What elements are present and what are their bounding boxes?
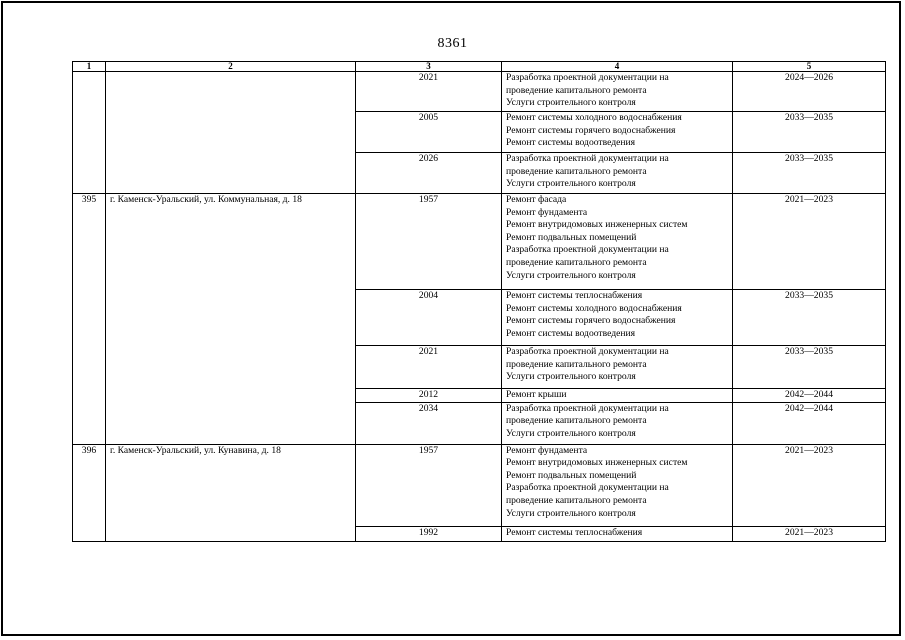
row-number-cell xyxy=(73,72,106,194)
works-cell xyxy=(502,112,733,153)
table-header xyxy=(73,62,886,72)
year-cell: 2005 xyxy=(356,112,502,153)
work-item: Ремонт системы холодного водоснабжения xyxy=(506,302,682,314)
work-item: Ремонт внутридомовых инженерных систем xyxy=(506,219,688,231)
works-cell xyxy=(502,194,733,290)
period-cell: 2042—2044 xyxy=(733,402,886,444)
period-cell: 2021—2023 xyxy=(733,444,886,526)
year-cell: 2004 xyxy=(356,290,502,346)
address-cell: г. Каменск-Уральский, ул. Кунавина, д. 18 xyxy=(106,444,356,541)
work-item: Ремонт внутридомовых инженерных систем xyxy=(506,457,688,469)
work-item: Ремонт крыши xyxy=(506,389,567,400)
work-item: Ремонт системы теплоснабжения xyxy=(506,290,643,301)
works-cell xyxy=(502,402,733,444)
address-cell: г. Каменск-Уральский, ул. Коммунальная, д. 18 xyxy=(106,194,356,445)
work-item: проведение капитального ремонта xyxy=(506,256,647,268)
period-cell: 2033—2035 xyxy=(733,290,886,346)
works-cell xyxy=(502,153,733,194)
year-cell: 2034 xyxy=(356,402,502,444)
works-cell xyxy=(502,290,733,346)
row-number-cell: 395 xyxy=(73,194,106,445)
work-item: проведение капитального ремонта xyxy=(506,494,647,506)
period-cell: 2042—2044 xyxy=(733,389,886,403)
works-cell xyxy=(502,526,733,541)
year-cell: 2012 xyxy=(356,389,502,403)
work-item: Ремонт фундамента xyxy=(506,206,588,218)
year-cell: 2021 xyxy=(356,346,502,389)
work-item: Услуги строительного контроля xyxy=(506,178,636,190)
work-item: проведение капитального ремонта xyxy=(506,358,647,370)
column-header-3: 3 xyxy=(356,62,502,72)
work-item: Услуги строительного контроля xyxy=(506,97,636,109)
period-cell: 2024—2026 xyxy=(733,72,886,112)
work-item: Разработка проектной документации на xyxy=(506,402,669,414)
work-item: Ремонт системы теплоснабжения xyxy=(506,526,643,538)
year-cell: 2026 xyxy=(356,153,502,194)
table-row xyxy=(73,194,886,290)
work-item: проведение капитального ремонта xyxy=(506,165,647,177)
work-item: Ремонт подвальных помещений xyxy=(506,469,637,481)
year-cell: 2021 xyxy=(356,72,502,112)
repair-schedule-table xyxy=(72,61,886,542)
period-cell: 2021—2023 xyxy=(733,526,886,541)
works-cell xyxy=(502,72,733,112)
work-item: Ремонт системы водоотведения xyxy=(506,327,636,339)
period-cell: 2033—2035 xyxy=(733,346,886,389)
column-header-2: 2 xyxy=(106,62,356,72)
work-item: Ремонт фасада xyxy=(506,194,567,205)
period-cell: 2033—2035 xyxy=(733,153,886,194)
year-cell: 1957 xyxy=(356,444,502,526)
work-item: Услуги строительного контроля xyxy=(506,507,636,519)
work-item: Ремонт системы водоотведения xyxy=(506,137,636,149)
work-item: Ремонт системы горячего водоснабжения xyxy=(506,124,676,136)
work-item: Разработка проектной документации на xyxy=(506,72,669,83)
work-item: Разработка проектной документации на xyxy=(506,346,669,357)
row-number-cell: 396 xyxy=(73,444,106,541)
work-item: Ремонт системы горячего водоснабжения xyxy=(506,315,676,327)
work-item: Услуги строительного контроля xyxy=(506,371,636,383)
work-item: Разработка проектной документации на xyxy=(506,482,669,494)
page-number: 8361 xyxy=(437,36,468,51)
column-header-1: 1 xyxy=(73,62,106,72)
work-item: проведение капитального ремонта xyxy=(506,84,647,96)
table-body xyxy=(73,72,886,542)
work-item: Ремонт подвальных помещений xyxy=(506,231,637,243)
work-item: проведение капитального ремонта xyxy=(506,415,647,427)
year-cell: 1992 xyxy=(356,526,502,541)
table-row xyxy=(73,444,886,526)
work-item: Услуги строительного контроля xyxy=(506,427,636,439)
work-item: Услуги строительного контроля xyxy=(506,269,636,281)
year-cell: 1957 xyxy=(356,194,502,290)
address-cell xyxy=(106,72,356,194)
column-header-5: 5 xyxy=(733,62,886,72)
work-item: Разработка проектной документации на xyxy=(506,153,669,164)
table-row xyxy=(73,72,886,112)
period-cell: 2021—2023 xyxy=(733,194,886,290)
works-cell xyxy=(502,389,733,403)
header-row xyxy=(73,62,886,72)
works-cell xyxy=(502,346,733,389)
work-item: Разработка проектной документации на xyxy=(506,244,669,256)
period-cell: 2033—2035 xyxy=(733,112,886,153)
column-header-4: 4 xyxy=(502,62,733,72)
work-item: Ремонт фундамента xyxy=(506,444,588,456)
works-cell xyxy=(502,444,733,526)
work-item: Ремонт системы холодного водоснабжения xyxy=(506,112,682,123)
